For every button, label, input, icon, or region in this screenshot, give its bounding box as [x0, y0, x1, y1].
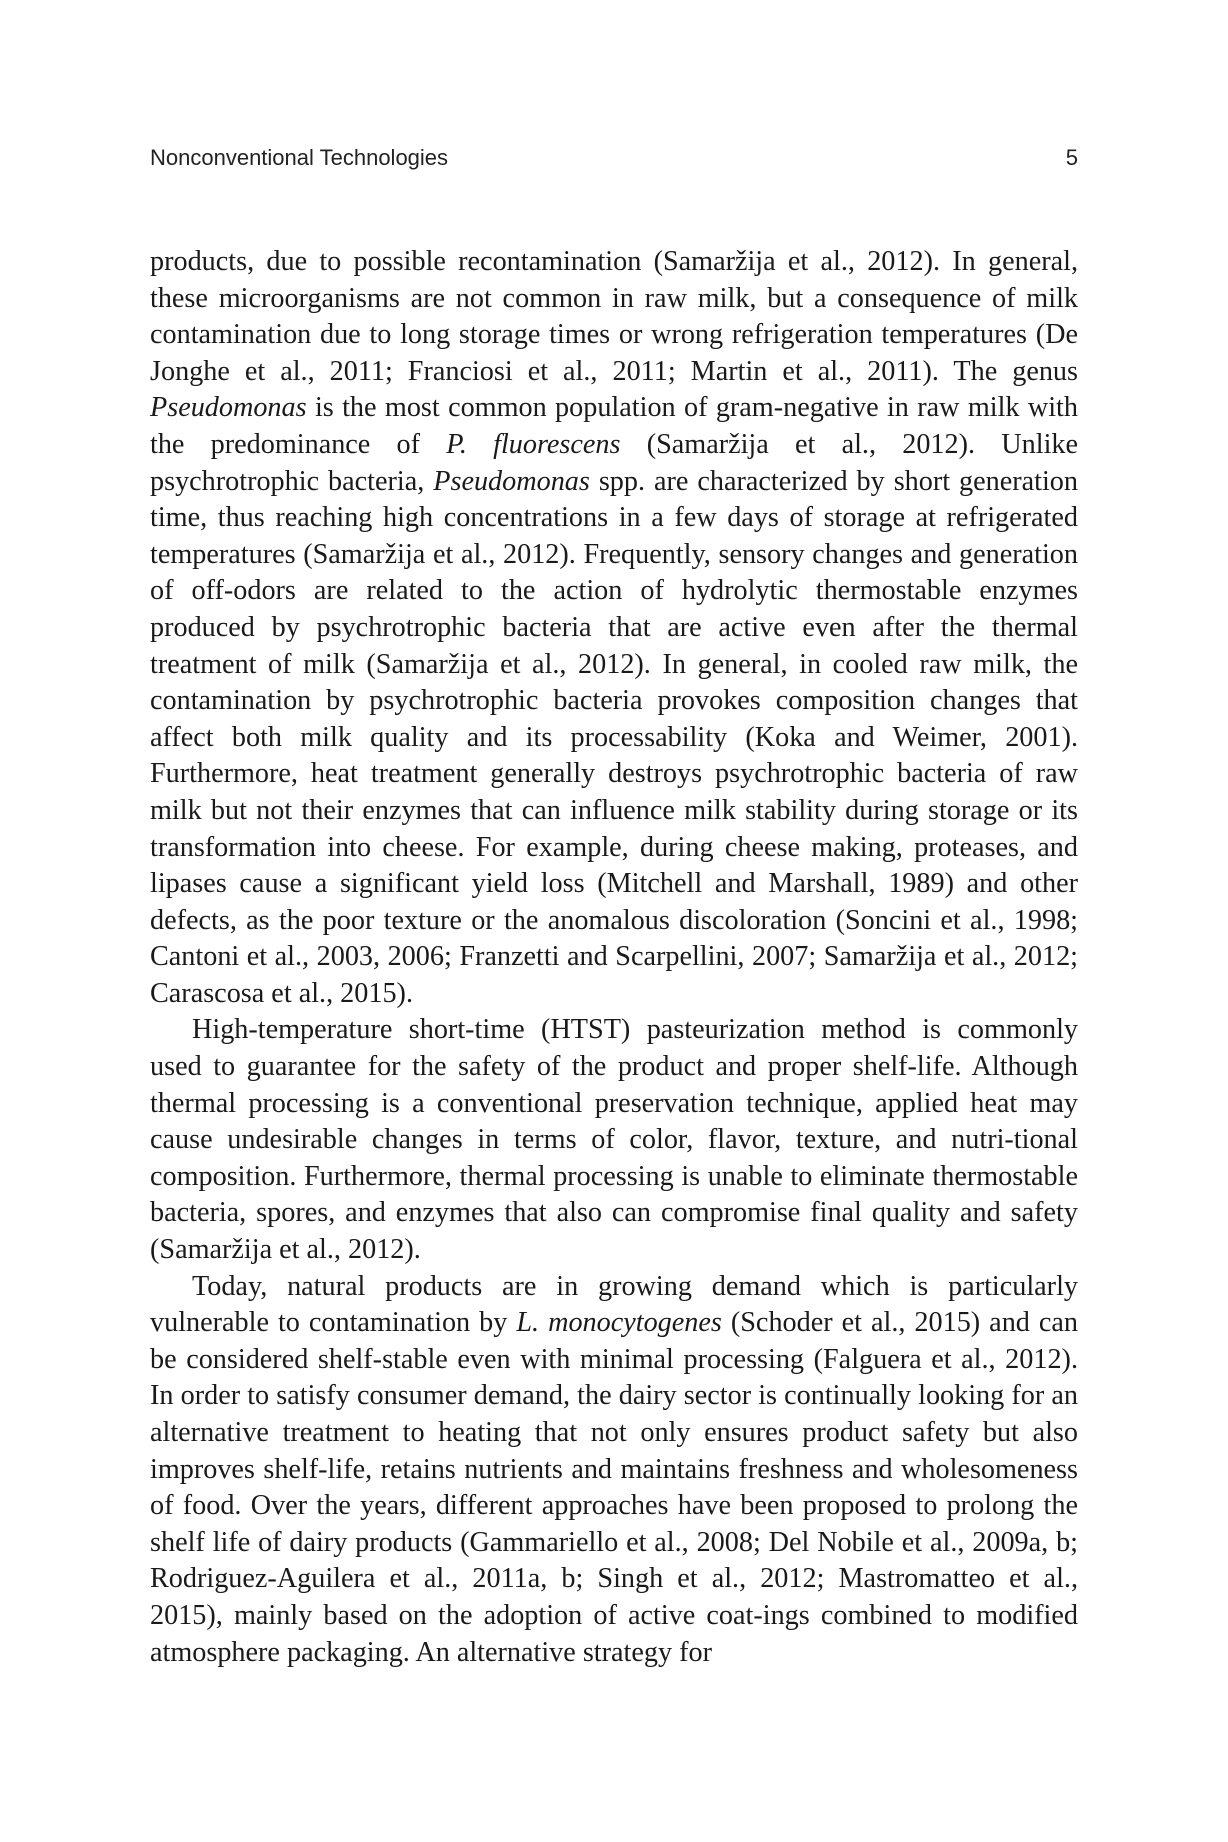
paragraph — [150, 1269, 1078, 1672]
running-head: Nonconventional Technologies — [150, 145, 449, 170]
italic-term: P. fluorescens — [446, 428, 621, 460]
page-number: 5 — [1065, 145, 1078, 170]
text-span: products, due to possible recontamination (Samaržija et al., 2012). In general, these microorganisms are not common in raw milk, but a consequence of milk contamination due to long storage times or wrong refrigeration temperatures (De Jonghe et al., 2011; Franciosi et al., 2011; Martin et al., 2011). The genus — [150, 246, 1078, 387]
paragraph — [150, 244, 1078, 1012]
italic-term: Pseudomonas — [433, 465, 590, 497]
paragraph — [150, 1012, 1078, 1268]
italic-term: L. monocytogenes — [516, 1307, 722, 1339]
text-span: is the most common population of gram-negative in raw milk with the predominance of — [150, 392, 1078, 460]
italic-term: Pseudomonas — [150, 392, 307, 424]
text-span: spp. are characterized by short generation time, thus reaching high concentrations in a few days of storage at refrigerated temperatures (Samaržija et al., 2012). Frequently, sensory changes and generation of off-odors are related to the action of hydrolytic thermostable enzymes produced by psychrotrophic bacteria that are active even after the thermal treatment of milk (Samaržija et al., 2012). In general, in cooled raw milk, the contamination by psychrotrophic bacteria provokes composition changes that affect both milk quality and its processability (Koka and Weimer, 2001). Furthermore, heat treatment generally destroys psychrotrophic bacteria of raw milk but not their enzymes that can influence milk stability during storage or its transformation into cheese. For example, during cheese making, proteases, and lipases cause a significant yield loss (Mitchell and Marshall, 1989) and other defects, as the poor texture or the anomalous discoloration (Soncini et al., 1998; Cantoni et al., 2003, 2006; Franzetti and Scarpellini, 2007; Samaržija et al., 2012; Carascosa et al., 2015). — [150, 465, 1078, 1009]
body-text — [150, 244, 1078, 1671]
text-span: Today, natural products are in growing demand which is particularly vulnerable to contamination by — [150, 1270, 1078, 1339]
text-span: High-temperature short-time (HTST) pasteurization method is commonly used to guarantee for the safety of the product and proper shelf-life. Although thermal processing is a conventional preservation technique, applied heat may cause undesirable changes in terms of color, flavor, texture, and nutri-tional composition. Furthermore, thermal processing is unable to eliminate thermostable bacteria, spores, and enzymes that also can compromise final quality and safety (Samaržija et al., 2012). — [150, 1014, 1078, 1266]
page-header — [150, 145, 1078, 175]
text-span: (Samaržija et al., 2012). Unlike psychrotrophic bacteria, — [150, 428, 1079, 497]
text-span: (Schoder et al., 2015) and can be considered shelf-stable even with minimal processing (Falguera et al., 2012). In order to satisfy consumer demand, the dairy sector is continually looking for an alternative treatment to heating that not only ensures product safety but also improves shelf-life, retains nutrients and maintains freshness and wholesomeness of food. Over the years, different approaches have been proposed to prolong the shelf life of dairy products (Gammariello et al., 2008; Del Nobile et al., 2009a, b; Rodriguez-Aguilera et al., 2011a, b; Singh et al., 2012; Mastromatteo et al., 2015), mainly based on the adoption of active coat-ings combined to modified atmosphere packaging. An alternative strategy for — [150, 1307, 1079, 1668]
